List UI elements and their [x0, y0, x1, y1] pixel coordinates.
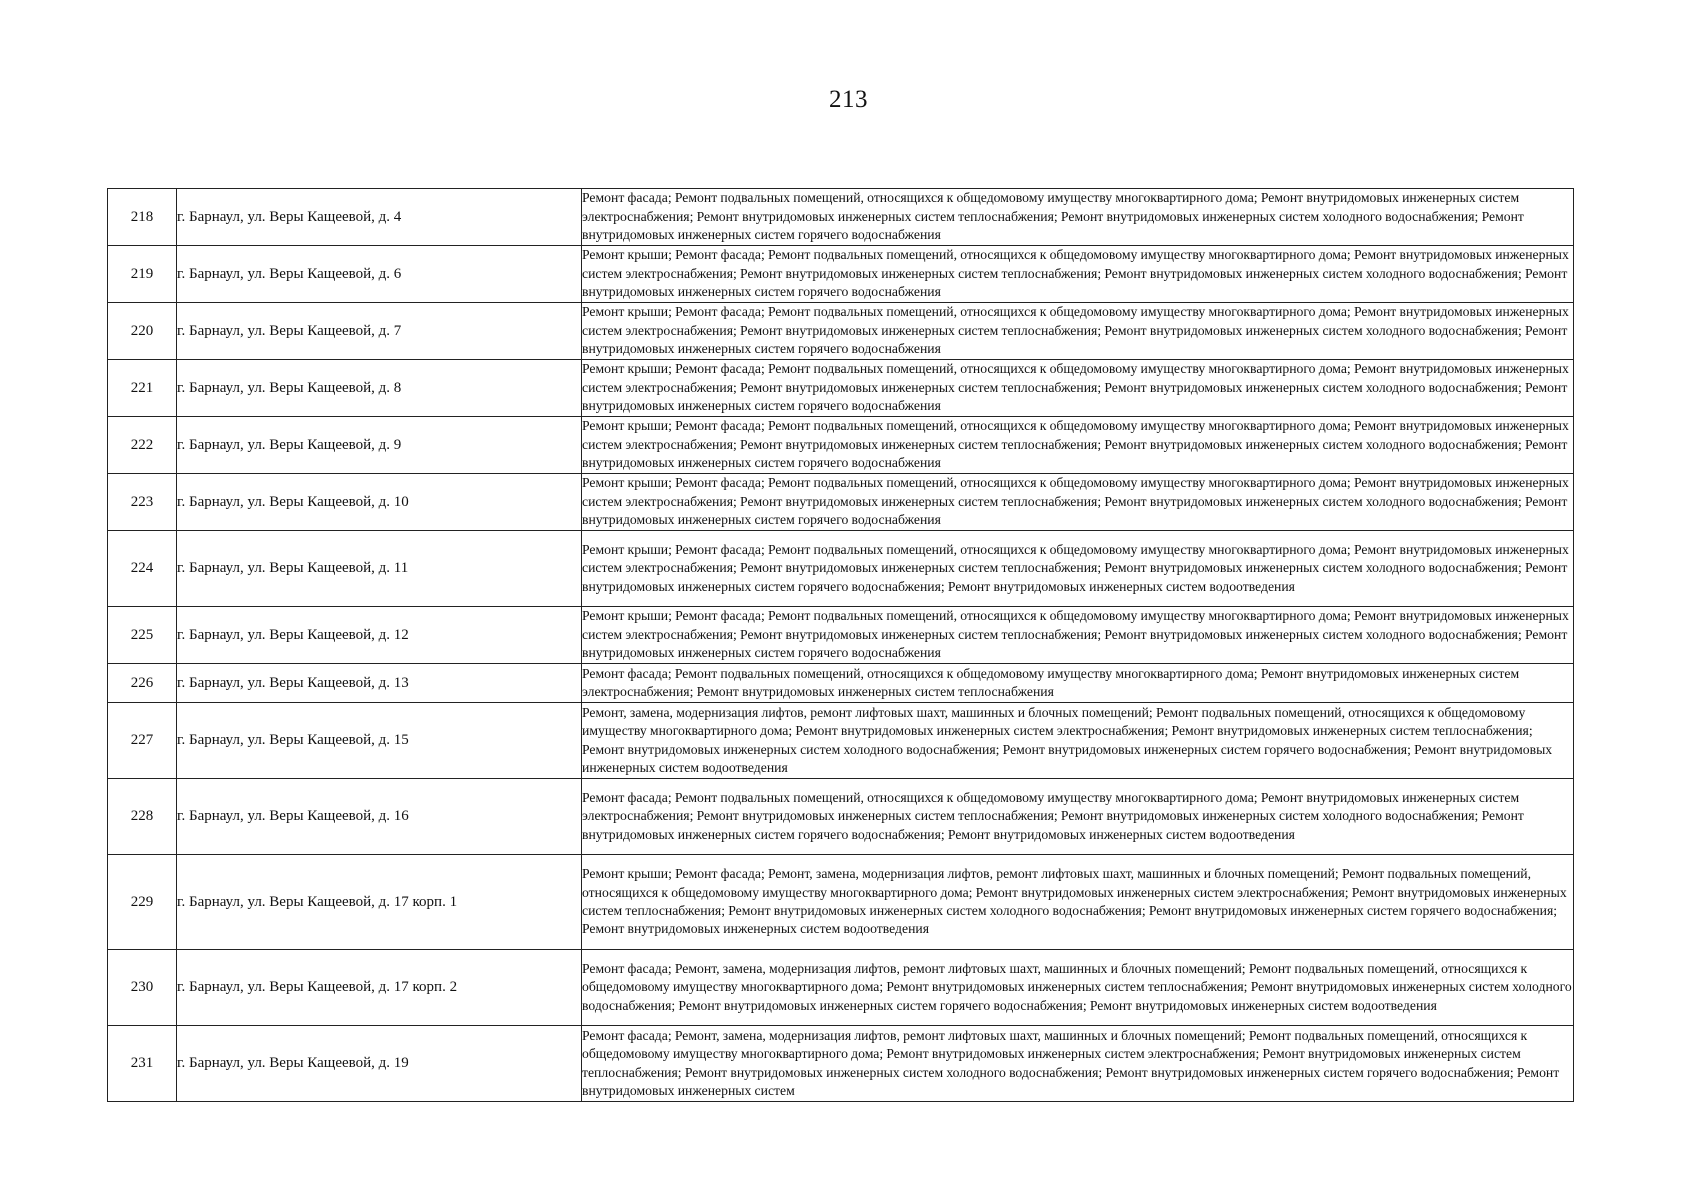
row-works: Ремонт, замена, модернизация лифтов, ремонт лифтовых шахт, машинных и блочных помещений; Ремонт подвальных помещений, относящихся к общедомовому имуществу многоквартирного дома; Ремонт внутридомовых инженерных систем электроснабжения; Ремонт внутридомовых инженерных систем теплоснабжения; Ремонт внутридомовых инженерных систем холодного водоснабжения; Ремонт внутридомовых инженерных систем горячего водоснабжения; Ремонт внутридомовых инженерных систем водоотведения: [582, 703, 1574, 779]
page-number: 213: [829, 86, 868, 113]
table-row: [108, 950, 1574, 1026]
row-number: 229: [108, 855, 177, 950]
row-address: г. Барнаул, ул. Веры Кащеевой, д. 11: [177, 531, 582, 607]
table-row: [108, 1026, 1574, 1102]
row-address: г. Барнаул, ул. Веры Кащеевой, д. 19: [177, 1026, 582, 1102]
row-works: Ремонт фасада; Ремонт подвальных помещений, относящихся к общедомовому имуществу многоквартирного дома; Ремонт внутридомовых инженерных систем электроснабжения; Ремонт внутридомовых инженерных систем теплоснабжения; Ремонт внутридомовых инженерных систем холодного водоснабжения; Ремонт внутридомовых инженерных систем горячего водоснабжения; Ремонт внутридомовых инженерных систем водоотведения: [582, 779, 1574, 855]
row-works: Ремонт крыши; Ремонт фасада; Ремонт подвальных помещений, относящихся к общедомовому имуществу многоквартирного дома; Ремонт внутридомовых инженерных систем электроснабжения; Ремонт внутридомовых инженерных систем теплоснабжения; Ремонт внутридомовых инженерных систем холодного водоснабжения; Ремонт внутридомовых инженерных систем горячего водоснабжения: [582, 474, 1574, 531]
table-row: [108, 664, 1574, 703]
table-row: [108, 779, 1574, 855]
row-address: г. Барнаул, ул. Веры Кащеевой, д. 17 корп. 1: [177, 855, 582, 950]
row-number: 223: [108, 474, 177, 531]
row-address: г. Барнаул, ул. Веры Кащеевой, д. 12: [177, 607, 582, 664]
row-works: Ремонт крыши; Ремонт фасада; Ремонт подвальных помещений, относящихся к общедомовому имуществу многоквартирного дома; Ремонт внутридомовых инженерных систем электроснабжения; Ремонт внутридомовых инженерных систем теплоснабжения; Ремонт внутридомовых инженерных систем холодного водоснабжения; Ремонт внутридомовых инженерных систем горячего водоснабжения: [582, 303, 1574, 360]
row-address: г. Барнаул, ул. Веры Кащеевой, д. 17 корп. 2: [177, 950, 582, 1026]
row-number: 222: [108, 417, 177, 474]
row-address: г. Барнаул, ул. Веры Кащеевой, д. 13: [177, 664, 582, 703]
row-address: г. Барнаул, ул. Веры Кащеевой, д. 9: [177, 417, 582, 474]
table-row: [108, 246, 1574, 303]
row-number: 228: [108, 779, 177, 855]
row-address: г. Барнаул, ул. Веры Кащеевой, д. 10: [177, 474, 582, 531]
repair-works-table: [107, 188, 1574, 1102]
row-number: 219: [108, 246, 177, 303]
row-works: Ремонт крыши; Ремонт фасада; Ремонт подвальных помещений, относящихся к общедомовому имуществу многоквартирного дома; Ремонт внутридомовых инженерных систем электроснабжения; Ремонт внутридомовых инженерных систем теплоснабжения; Ремонт внутридомовых инженерных систем холодного водоснабжения; Ремонт внутридомовых инженерных систем горячего водоснабжения: [582, 417, 1574, 474]
table-row: [108, 360, 1574, 417]
row-works: Ремонт крыши; Ремонт фасада; Ремонт подвальных помещений, относящихся к общедомовому имуществу многоквартирного дома; Ремонт внутридомовых инженерных систем электроснабжения; Ремонт внутридомовых инженерных систем теплоснабжения; Ремонт внутридомовых инженерных систем холодного водоснабжения; Ремонт внутридомовых инженерных систем горячего водоснабжения: [582, 360, 1574, 417]
row-address: г. Барнаул, ул. Веры Кащеевой, д. 16: [177, 779, 582, 855]
table-row: [108, 417, 1574, 474]
table-row: [108, 531, 1574, 607]
row-works: Ремонт крыши; Ремонт фасада; Ремонт подвальных помещений, относящихся к общедомовому имуществу многоквартирного дома; Ремонт внутридомовых инженерных систем электроснабжения; Ремонт внутридомовых инженерных систем теплоснабжения; Ремонт внутридомовых инженерных систем холодного водоснабжения; Ремонт внутридомовых инженерных систем горячего водоснабжения: [582, 607, 1574, 664]
table-row: [108, 474, 1574, 531]
table-row: [108, 703, 1574, 779]
row-address: г. Барнаул, ул. Веры Кащеевой, д. 6: [177, 246, 582, 303]
table-row: [108, 303, 1574, 360]
row-address: г. Барнаул, ул. Веры Кащеевой, д. 8: [177, 360, 582, 417]
row-works: Ремонт крыши; Ремонт фасада; Ремонт подвальных помещений, относящихся к общедомовому имуществу многоквартирного дома; Ремонт внутридомовых инженерных систем электроснабжения; Ремонт внутридомовых инженерных систем теплоснабжения; Ремонт внутридомовых инженерных систем холодного водоснабжения; Ремонт внутридомовых инженерных систем горячего водоснабжения; Ремонт внутридомовых инженерных систем водоотведения: [582, 531, 1574, 607]
row-works: Ремонт фасада; Ремонт, замена, модернизация лифтов, ремонт лифтовых шахт, машинных и блочных помещений; Ремонт подвальных помещений, относящихся к общедомовому имуществу многоквартирного дома; Ремонт внутридомовых инженерных систем теплоснабжения; Ремонт внутридомовых инженерных систем холодного водоснабжения; Ремонт внутридомовых инженерных систем горячего водоснабжения; Ремонт внутридомовых инженерных систем водоотведения: [582, 950, 1574, 1026]
row-works: Ремонт фасада; Ремонт подвальных помещений, относящихся к общедомовому имуществу многоквартирного дома; Ремонт внутридомовых инженерных систем электроснабжения; Ремонт внутридомовых инженерных систем теплоснабжения: [582, 664, 1574, 703]
row-number: 218: [108, 189, 177, 246]
row-number: 225: [108, 607, 177, 664]
table-row: [108, 607, 1574, 664]
row-number: 221: [108, 360, 177, 417]
row-works: Ремонт фасада; Ремонт, замена, модернизация лифтов, ремонт лифтовых шахт, машинных и блочных помещений; Ремонт подвальных помещений, относящихся к общедомовому имуществу многоквартирного дома; Ремонт внутридомовых инженерных систем электроснабжения; Ремонт внутридомовых инженерных систем теплоснабжения; Ремонт внутридомовых инженерных систем холодного водоснабжения; Ремонт внутридомовых инженерных систем горячего водоснабжения; Ремонт внутридомовых инженерных систем: [582, 1026, 1574, 1102]
row-works: Ремонт фасада; Ремонт подвальных помещений, относящихся к общедомовому имуществу многоквартирного дома; Ремонт внутридомовых инженерных систем электроснабжения; Ремонт внутридомовых инженерных систем теплоснабжения; Ремонт внутридомовых инженерных систем холодного водоснабжения; Ремонт внутридомовых инженерных систем горячего водоснабжения: [582, 189, 1574, 246]
table-row: [108, 855, 1574, 950]
row-works: Ремонт крыши; Ремонт фасада; Ремонт, замена, модернизация лифтов, ремонт лифтовых шахт, машинных и блочных помещений; Ремонт подвальных помещений, относящихся к общедомовому имуществу многоквартирного дома; Ремонт внутридомовых инженерных систем электроснабжения; Ремонт внутридомовых инженерных систем теплоснабжения; Ремонт внутридомовых инженерных систем холодного водоснабжения; Ремонт внутридомовых инженерных систем горячего водоснабжения; Ремонт внутридомовых инженерных систем водоотведения: [582, 855, 1574, 950]
row-number: 220: [108, 303, 177, 360]
row-works: Ремонт крыши; Ремонт фасада; Ремонт подвальных помещений, относящихся к общедомовому имуществу многоквартирного дома; Ремонт внутридомовых инженерных систем электроснабжения; Ремонт внутридомовых инженерных систем теплоснабжения; Ремонт внутридомовых инженерных систем холодного водоснабжения; Ремонт внутридомовых инженерных систем горячего водоснабжения: [582, 246, 1574, 303]
row-number: 231: [108, 1026, 177, 1102]
row-address: г. Барнаул, ул. Веры Кащеевой, д. 7: [177, 303, 582, 360]
row-address: г. Барнаул, ул. Веры Кащеевой, д. 15: [177, 703, 582, 779]
row-number: 226: [108, 664, 177, 703]
row-address: г. Барнаул, ул. Веры Кащеевой, д. 4: [177, 189, 582, 246]
row-number: 230: [108, 950, 177, 1026]
row-number: 224: [108, 531, 177, 607]
row-number: 227: [108, 703, 177, 779]
table-row: [108, 189, 1574, 246]
